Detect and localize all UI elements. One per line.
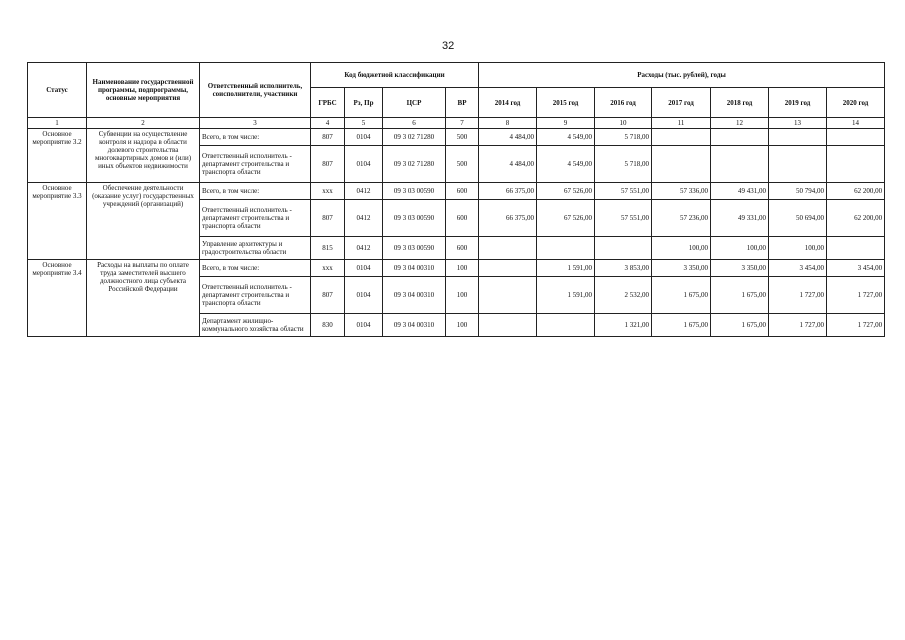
expense-cell	[479, 314, 537, 337]
expense-cell: 57 236,00	[652, 200, 711, 237]
responsible-cell: Ответственный исполнитель - департамент строительства и транспорта области	[200, 277, 311, 314]
expense-cell: 3 454,00	[827, 260, 885, 277]
event-name-cell: Обеспечение деятельности (оказание услуг) государственных учреждений (организаций)	[87, 183, 200, 260]
vr-cell: 600	[446, 237, 479, 260]
vr-cell: 600	[446, 183, 479, 200]
expense-cell: 50 794,00	[769, 183, 827, 200]
responsible-cell: Всего, в том числе:	[200, 183, 311, 200]
expense-cell: 57 336,00	[652, 183, 711, 200]
responsible-cell: Ответственный исполнитель - департамент строительства и транспорта области	[200, 200, 311, 237]
expense-cell: 3 454,00	[769, 260, 827, 277]
expense-cell: 62 200,00	[827, 200, 885, 237]
csr-cell: 09 3 04 00310	[383, 277, 446, 314]
expense-cell: 4 484,00	[479, 129, 537, 146]
expense-cell	[827, 129, 885, 146]
expense-cell: 100,00	[769, 237, 827, 260]
expense-cell: 100,00	[711, 237, 769, 260]
expense-cell: 49 331,00	[711, 200, 769, 237]
rzpr-cell: 0412	[345, 200, 383, 237]
expense-cell	[711, 146, 769, 183]
vr-cell: 100	[446, 314, 479, 337]
grbs-cell: 807	[311, 277, 345, 314]
status-cell: Основное мероприятие 3.3	[28, 183, 87, 260]
header-year: 2017 год	[652, 88, 711, 118]
rzpr-cell: 0104	[345, 146, 383, 183]
grbs-cell: ххх	[311, 183, 345, 200]
expense-cell: 57 551,00	[595, 183, 652, 200]
responsible-cell: Департамент жилищно-коммунального хозяйства области	[200, 314, 311, 337]
header-year: 2016 год	[595, 88, 652, 118]
expense-cell: 49 431,00	[711, 183, 769, 200]
header-year: 2015 год	[537, 88, 595, 118]
expense-cell: 62 200,00	[827, 183, 885, 200]
column-index: 8	[479, 118, 537, 129]
csr-cell: 09 3 02 71280	[383, 129, 446, 146]
expense-cell: 1 675,00	[711, 277, 769, 314]
expense-cell: 1 727,00	[827, 277, 885, 314]
header-year: 2018 год	[711, 88, 769, 118]
rzpr-cell: 0412	[345, 237, 383, 260]
expense-cell	[595, 237, 652, 260]
header-year: 2020 год	[827, 88, 885, 118]
header-year: 2019 год	[769, 88, 827, 118]
expense-cell	[652, 146, 711, 183]
header-name: Наименование государственной программы, подпрограммы, основные мероприятия	[87, 63, 200, 118]
table-row	[28, 183, 885, 200]
expense-cell: 3 853,00	[595, 260, 652, 277]
rzpr-cell: 0412	[345, 183, 383, 200]
vr-cell: 600	[446, 200, 479, 237]
page-number: 32	[442, 40, 455, 52]
expense-cell: 67 526,00	[537, 183, 595, 200]
expense-cell: 5 718,00	[595, 129, 652, 146]
column-index: 3	[200, 118, 311, 129]
header-responsible: Ответственный исполнитель, соисполнители, участники	[200, 63, 311, 118]
rzpr-cell: 0104	[345, 277, 383, 314]
expense-cell	[652, 129, 711, 146]
rzpr-cell: 0104	[345, 260, 383, 277]
grbs-cell: 807	[311, 146, 345, 183]
column-index: 12	[711, 118, 769, 129]
expense-cell: 67 526,00	[537, 200, 595, 237]
column-index: 7	[446, 118, 479, 129]
expense-cell: 66 375,00	[479, 200, 537, 237]
header-status: Статус	[28, 63, 87, 118]
expense-cell: 1 727,00	[827, 314, 885, 337]
expense-cell: 1 727,00	[769, 314, 827, 337]
expense-cell: 100,00	[652, 237, 711, 260]
csr-cell: 09 3 03 00590	[383, 183, 446, 200]
expense-cell	[827, 146, 885, 183]
column-index: 5	[345, 118, 383, 129]
budget-table	[27, 62, 885, 337]
header-kbk-group: Код бюджетной классификации	[311, 63, 479, 88]
vr-cell: 100	[446, 260, 479, 277]
column-index: 10	[595, 118, 652, 129]
grbs-cell: 815	[311, 237, 345, 260]
expense-cell: 1 675,00	[652, 314, 711, 337]
header-expenses-group: Расходы (тыс. рублей), годы	[479, 63, 885, 88]
header-kbk-col: ГРБС	[311, 88, 345, 118]
responsible-cell: Всего, в том числе:	[200, 260, 311, 277]
header-kbk-col: ЦСР	[383, 88, 446, 118]
grbs-cell: ххх	[311, 260, 345, 277]
expense-cell: 5 718,00	[595, 146, 652, 183]
expense-cell	[479, 277, 537, 314]
rzpr-cell: 0104	[345, 129, 383, 146]
expense-cell	[711, 129, 769, 146]
column-index: 11	[652, 118, 711, 129]
csr-cell: 09 3 02 71280	[383, 146, 446, 183]
column-index: 13	[769, 118, 827, 129]
vr-cell: 500	[446, 146, 479, 183]
table-row	[28, 129, 885, 146]
header-kbk-col: ВР	[446, 88, 479, 118]
status-cell: Основное мероприятие 3.4	[28, 260, 87, 337]
expense-cell: 57 551,00	[595, 200, 652, 237]
expense-cell: 1 591,00	[537, 277, 595, 314]
header-year: 2014 год	[479, 88, 537, 118]
expense-cell: 3 350,00	[652, 260, 711, 277]
expense-cell: 1 727,00	[769, 277, 827, 314]
responsible-cell: Ответственный исполнитель - департамент строительства и транспорта области	[200, 146, 311, 183]
grbs-cell: 830	[311, 314, 345, 337]
csr-cell: 09 3 04 00310	[383, 260, 446, 277]
event-name-cell: Расходы на выплаты по оплате труда заместителей высшего должностного лица субъекта Российской Федерации	[87, 260, 200, 337]
expense-cell	[479, 237, 537, 260]
column-index: 6	[383, 118, 446, 129]
expense-cell	[769, 129, 827, 146]
status-cell: Основное мероприятие 3.2	[28, 129, 87, 183]
expense-cell	[537, 314, 595, 337]
expense-cell: 3 350,00	[711, 260, 769, 277]
expense-cell: 50 694,00	[769, 200, 827, 237]
expense-cell: 66 375,00	[479, 183, 537, 200]
expense-cell	[479, 260, 537, 277]
column-index: 4	[311, 118, 345, 129]
csr-cell: 09 3 03 00590	[383, 237, 446, 260]
column-index: 2	[87, 118, 200, 129]
responsible-cell: Управление архитектуры и градостроительства области	[200, 237, 311, 260]
expense-cell: 4 484,00	[479, 146, 537, 183]
column-index: 1	[28, 118, 87, 129]
vr-cell: 100	[446, 277, 479, 314]
expense-cell	[827, 237, 885, 260]
expense-cell: 1 591,00	[537, 260, 595, 277]
expense-cell	[769, 146, 827, 183]
column-index-row	[28, 118, 885, 129]
header-kbk-col: Рз, Пр	[345, 88, 383, 118]
table-row	[28, 260, 885, 277]
grbs-cell: 807	[311, 200, 345, 237]
csr-cell: 09 3 04 00310	[383, 314, 446, 337]
vr-cell: 500	[446, 129, 479, 146]
expense-cell: 4 549,00	[537, 129, 595, 146]
expense-cell: 4 549,00	[537, 146, 595, 183]
expense-cell	[537, 237, 595, 260]
csr-cell: 09 3 03 00590	[383, 200, 446, 237]
event-name-cell: Субвенции на осуществление контроля и надзора в области долевого строительства многоквартирных домов и (или) иных объектов недвижимости	[87, 129, 200, 183]
rzpr-cell: 0104	[345, 314, 383, 337]
responsible-cell: Всего, в том числе:	[200, 129, 311, 146]
expense-cell: 1 321,00	[595, 314, 652, 337]
column-index: 9	[537, 118, 595, 129]
expense-cell: 1 675,00	[711, 314, 769, 337]
grbs-cell: 807	[311, 129, 345, 146]
expense-cell: 2 532,00	[595, 277, 652, 314]
expense-cell: 1 675,00	[652, 277, 711, 314]
column-index: 14	[827, 118, 885, 129]
